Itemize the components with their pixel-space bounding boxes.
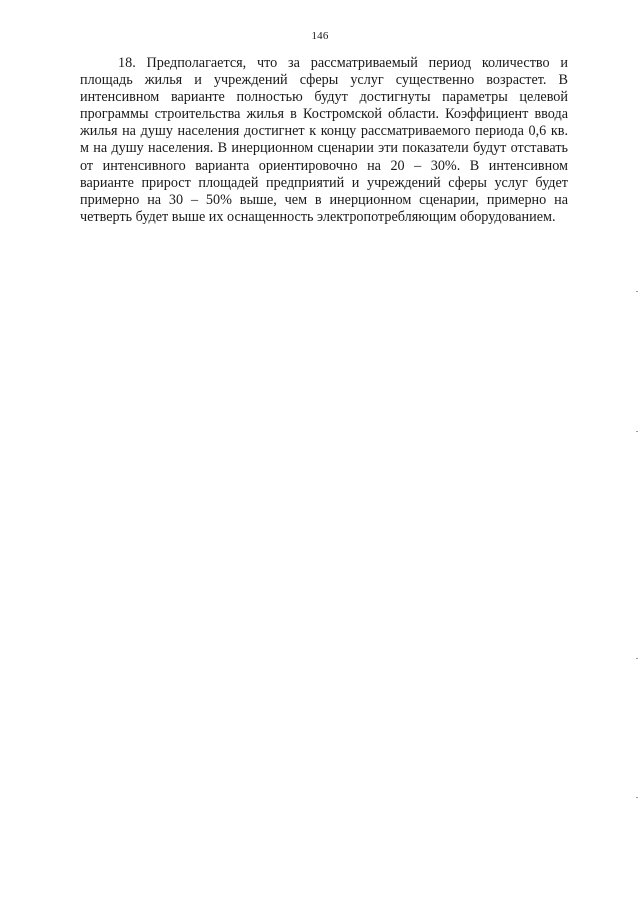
scan-artifact-mark: [636, 797, 638, 798]
body-paragraph: 18. Предполагается, что за рассматриваемый период количество и площадь жилья и учреждений сферы услуг существенно возрастет. В интенсивном варианте полностью будут достигнуты параметры целевой программы строительства жилья в Костромской области. Коэффициент ввода жилья на душу населения достигнет к концу рассматриваемого периода 0,6 кв. м на душу населения. В инерционном сценарии эти показатели будут отставать от интенсивного варианта ориентировочно на 20 – 30%. В интенсивном варианте прирост площадей предприятий и учреждений сферы услуг будет примерно на 30 – 50% выше, чем в инерционном сценарии, примерно на четверть будет выше их оснащенность электропотребляющим оборудованием.: [80, 55, 568, 225]
scan-artifact-mark: [636, 291, 638, 292]
scan-artifact-mark: [636, 658, 638, 659]
scan-artifact-mark: [636, 431, 638, 432]
page-number: 146: [311, 30, 329, 42]
